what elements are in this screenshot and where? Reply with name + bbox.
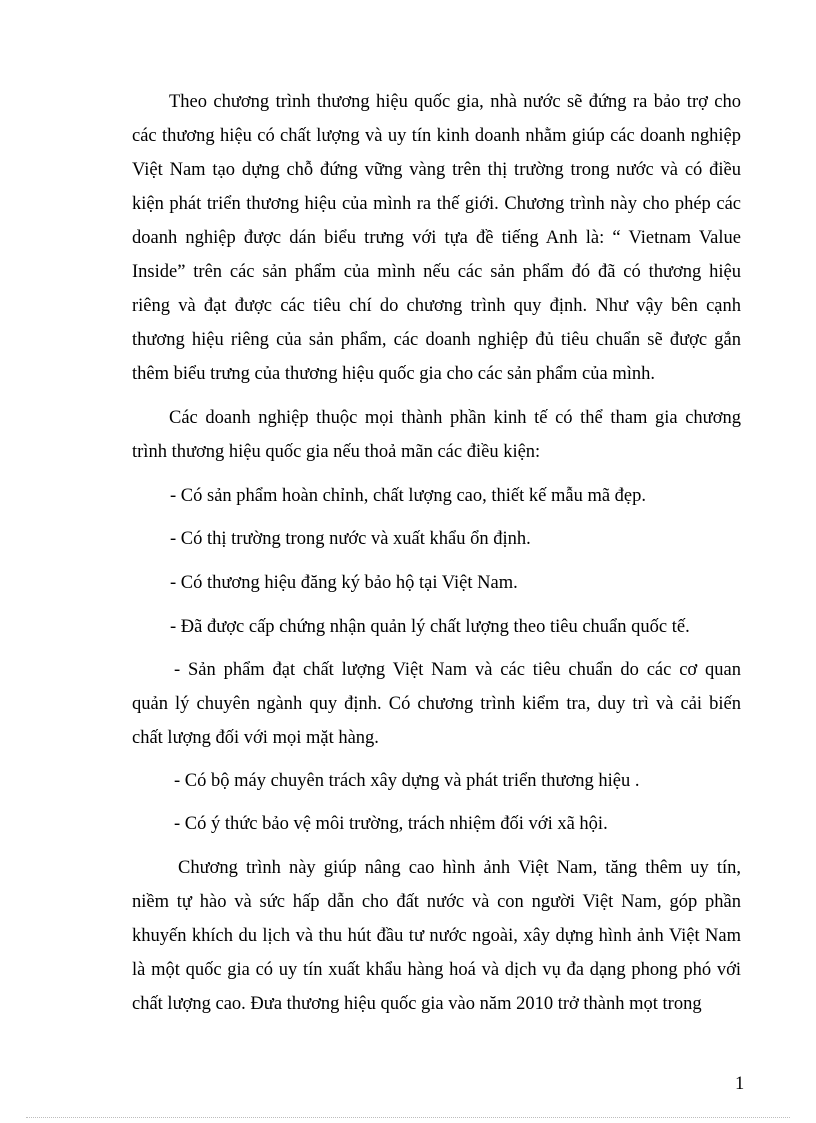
text-line: Việt Nam tạo dựng chỗ đứng vững vàng trên thị trường trong nước và có điều <box>132 160 741 180</box>
list-item: - Có bộ máy chuyên trách xây dựng và phát triển thương hiệu . <box>174 771 640 791</box>
text-line: riêng và đạt được các tiêu chí do chương trình quy định. Như vậy bên cạnh <box>132 296 741 316</box>
text-line: Các doanh nghiệp thuộc mọi thành phần kinh tế có thể tham gia chương <box>169 408 741 428</box>
text-line: doanh nghiệp được dán biểu trưng với tựa đề tiếng Anh là: “ Vietnam Value <box>132 228 741 248</box>
text-line: chất lượng cao. Đưa thương hiệu quốc gia vào năm 2010 trở thành mọt trong <box>132 994 702 1014</box>
text-line: Chương trình này giúp nâng cao hình ảnh Việt Nam, tăng thêm uy tín, <box>178 858 741 878</box>
text-line: khuyến khích du lịch và thu hút đầu tư nước ngoài, xây dựng hình ảnh Việt Nam <box>132 926 741 946</box>
text-line: - Sản phẩm đạt chất lượng Việt Nam và các tiêu chuẩn do các cơ quan <box>174 660 741 680</box>
list-item: - Có thị trường trong nước và xuất khẩu ổn định. <box>170 529 531 549</box>
text-line: thêm biểu trưng của thương hiệu quốc gia cho các sản phẩm của mình. <box>132 364 656 384</box>
list-item: - Đã được cấp chứng nhận quản lý chất lượng theo tiêu chuẩn quốc tế. <box>170 617 690 637</box>
page-bottom-divider <box>26 1117 790 1118</box>
list-item: - Có sản phẩm hoàn chỉnh, chất lượng cao, thiết kế mẫu mã đẹp. <box>170 486 647 506</box>
text-line: Theo chương trình thương hiệu quốc gia, nhà nước sẽ đứng ra bảo trợ cho <box>169 92 741 112</box>
text-line: chất lượng đối với mọi mặt hàng. <box>132 728 379 748</box>
page-number: 1 <box>735 1074 745 1094</box>
text-line: trình thương hiệu quốc gia nếu thoả mãn các điều kiện: <box>132 442 541 462</box>
text-line: thương hiệu riêng của sản phẩm, các doanh nghiệp đủ tiêu chuẩn sẽ được gắn <box>132 330 741 350</box>
text-line: kiện phát triển thương hiệu của mình ra thế giới. Chương trình này cho phép các <box>132 194 741 214</box>
text-line: niềm tự hào và sức hấp dẫn cho đất nước và con người Việt Nam, góp phần <box>132 892 741 912</box>
text-line: các thương hiệu có chất lượng và uy tín kinh doanh nhằm giúp các doanh nghiệp <box>132 126 741 146</box>
text-line: là một quốc gia có uy tín xuất khẩu hàng hoá và dịch vụ đa dạng phong phó với <box>132 960 741 980</box>
text-line: quản lý chuyên ngành quy định. Có chương trình kiểm tra, duy trì và cải biến <box>132 694 741 714</box>
text-line: Inside” trên các sản phẩm của mình nếu các sản phẩm đó đã có thương hiệu <box>132 262 741 282</box>
list-item: - Có ý thức bảo vệ môi trường, trách nhiệm đối với xã hội. <box>174 814 608 834</box>
list-item: - Có thương hiệu đăng ký bảo hộ tại Việt Nam. <box>170 573 518 593</box>
